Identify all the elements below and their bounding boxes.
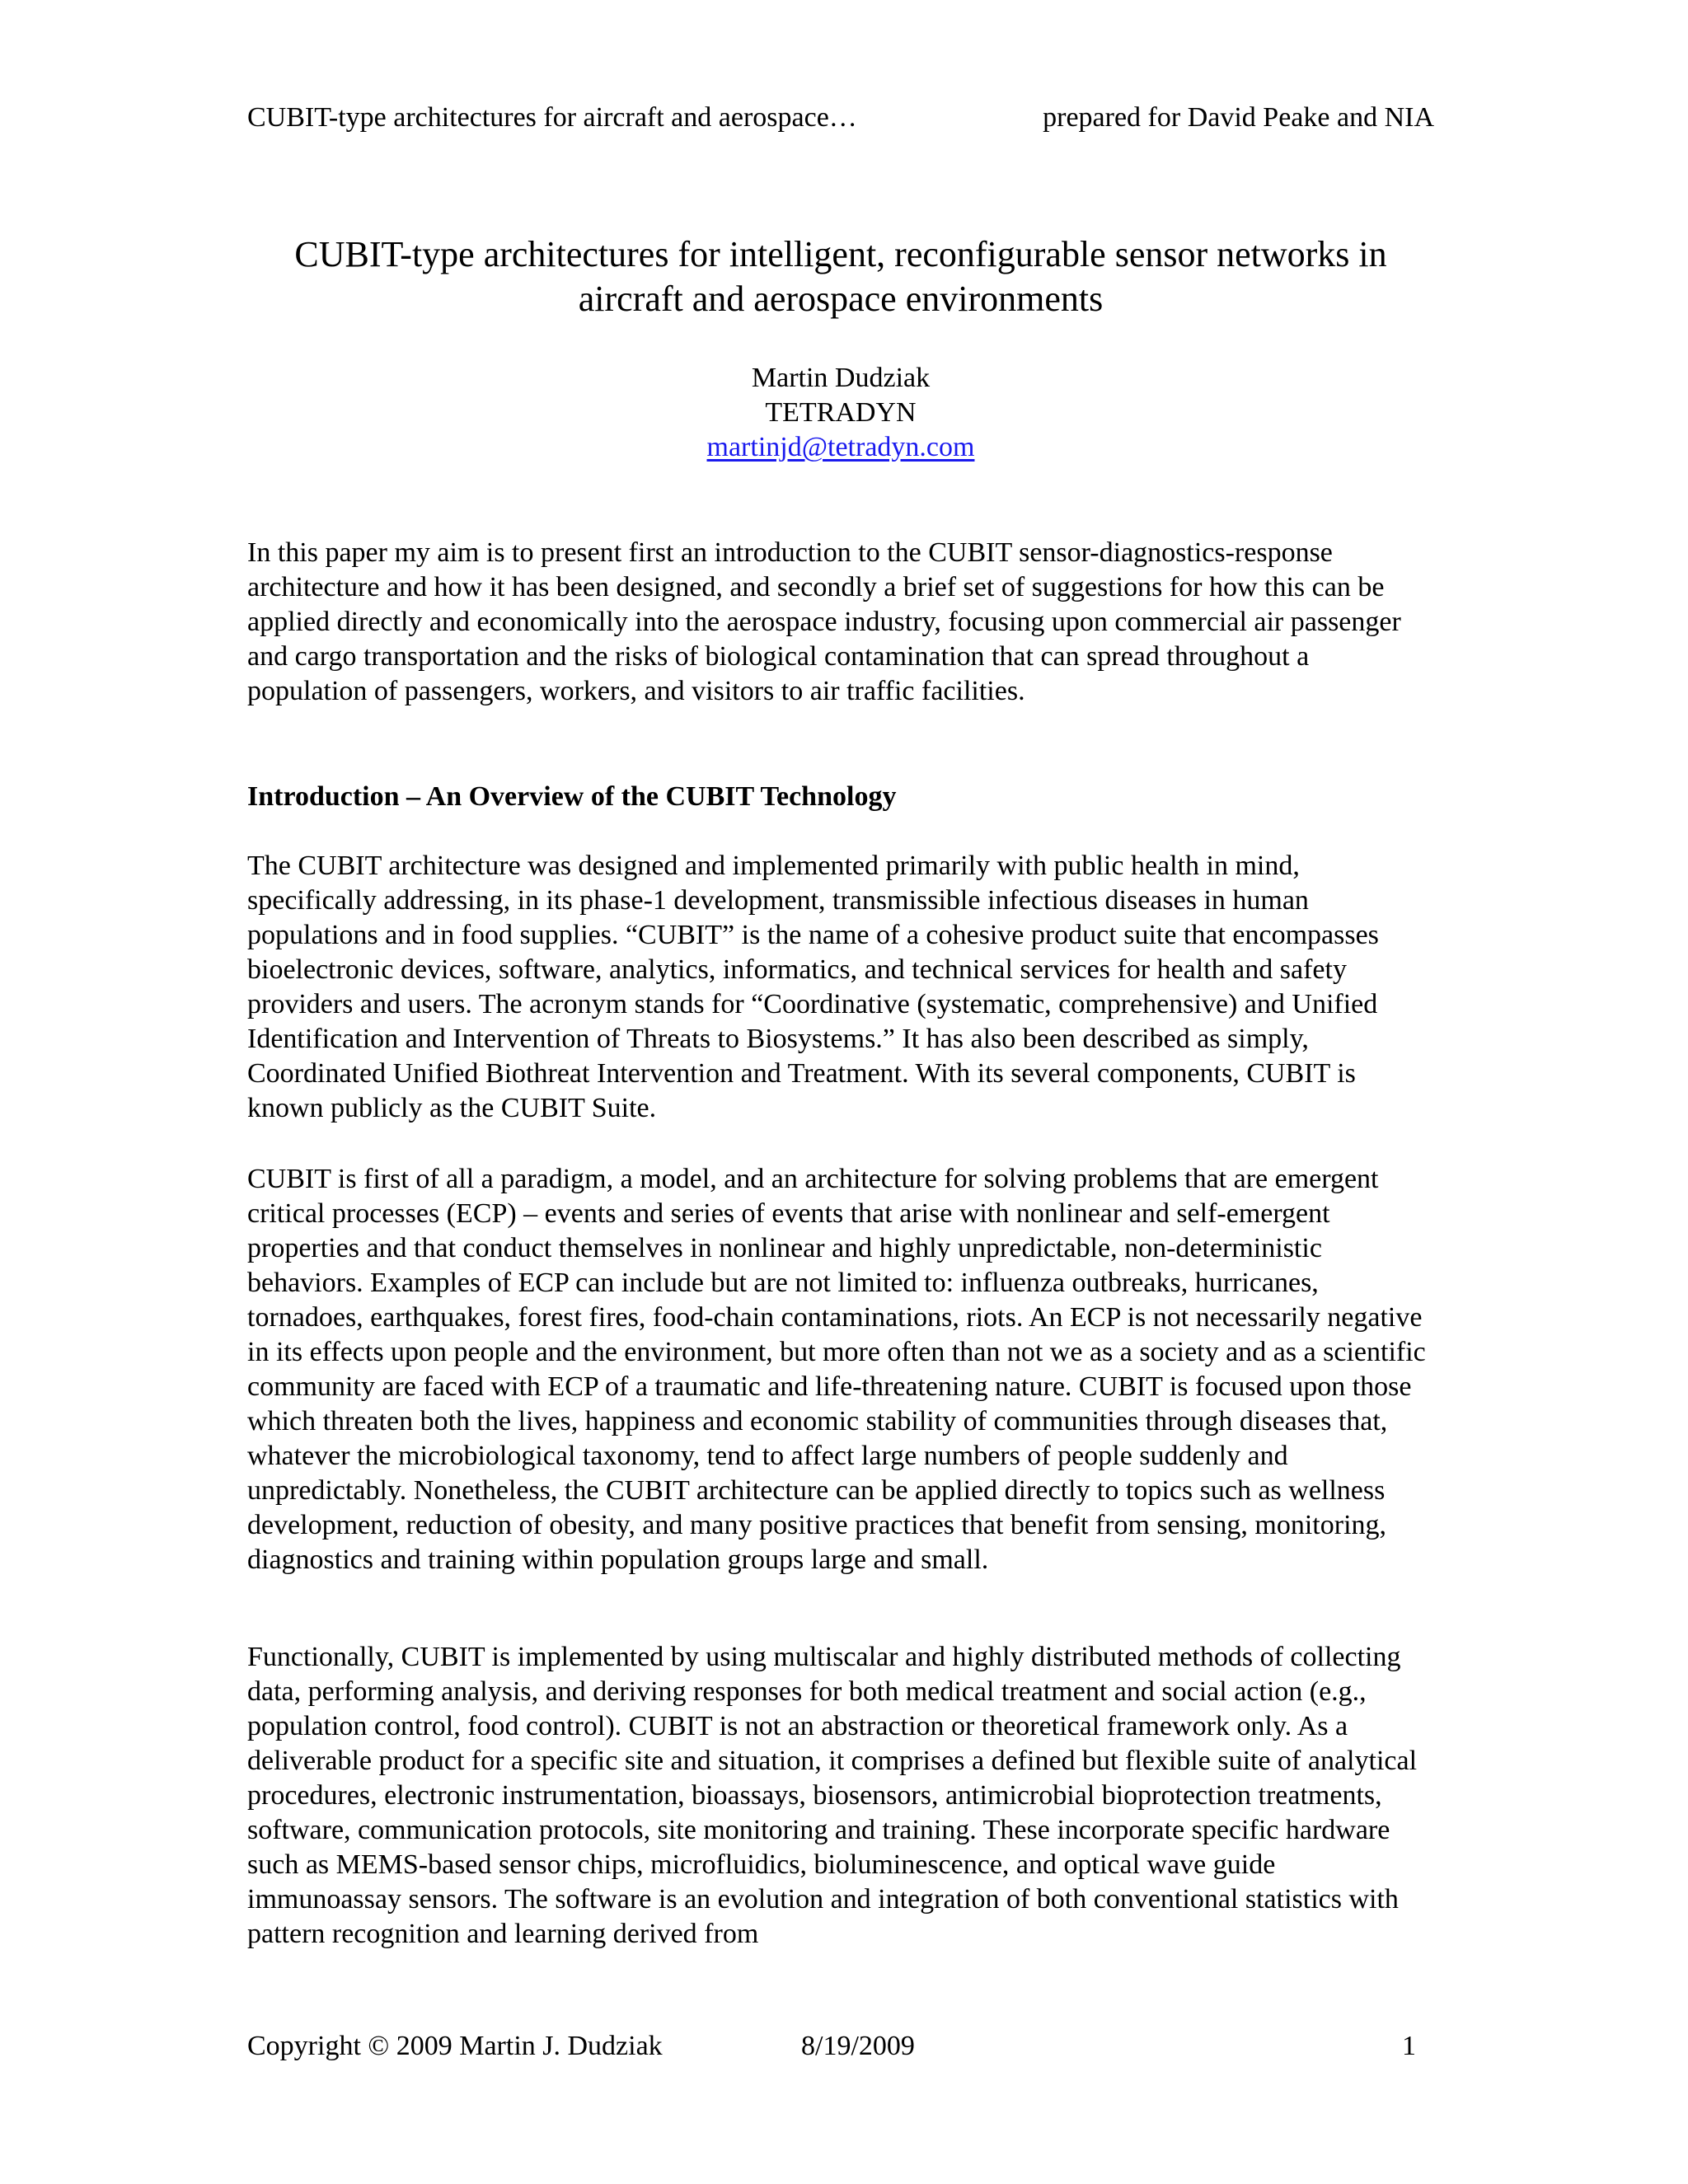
author-name: Martin Dudziak (751, 363, 931, 393)
body-paragraph-1 (247, 849, 1434, 1126)
document-title-line-2: aircraft and aerospace environments (578, 279, 1104, 319)
running-header (247, 97, 1434, 138)
author-organization: TETRADYN (765, 397, 917, 428)
page-number: 1 (1402, 2031, 1416, 2061)
author-email-link[interactable]: martinjd@tetradyn.com (706, 432, 975, 462)
author-block (247, 361, 1434, 465)
abstract-text: In this paper my aim is to present first an introduction to the CUBIT sensor-diagnostics-response architecture and how it has been designed, and secondly a brief set of suggestions for how this can be applied directly and economically into the aerospace industry, focusing upon commercial air passenger and cargo transportation and the risks of biological contamination that can spread throughout a population of passengers, workers, and visitors to air traffic facilities. (247, 537, 1401, 706)
body-paragraph-3 (247, 1640, 1434, 1952)
document-title (247, 232, 1434, 321)
paragraph-text: Functionally, CUBIT is implemented by using multiscalar and highly distributed methods of collecting data, performing analysis, and deriving responses for both medical treatment and social action (e.g., population control, food control). CUBIT is not an abstraction or theoretical framework only. As a deliverable product for a specific site and situation, it comprises a defined but flexible suite of analytical procedures, electronic instrumentation, bioassays, biosensors, antimicrobial bioprotection treatments, software, communication protocols, site monitoring and training. These incorporate specific hardware such as MEMS-based sensor chips, microfluidics, bioluminescence, and optical wave guide immunoassay sensors. The software is an evolution and integration of both conventional statistics with pattern recognition and learning derived from (247, 1642, 1418, 1949)
section-heading: Introduction – An Overview of the CUBIT Technology (247, 781, 897, 812)
abstract-paragraph (247, 536, 1434, 709)
page-footer (247, 2026, 1434, 2067)
document-title-line-1: CUBIT-type architectures for intelligent, reconfigurable sensor networks in (294, 234, 1387, 274)
header-prepared-for: prepared for David Peake and NIA (1043, 102, 1434, 133)
title-block (247, 232, 1434, 321)
body-paragraph-2 (247, 1162, 1434, 1577)
footer-date: 8/19/2009 (801, 2031, 915, 2061)
paragraph-text: CUBIT is first of all a paradigm, a model, and an architecture for solving problems that are emergent critical processes (ECP) – events and series of events that arise with nonlinear and self-emergent properties and that conduct themselves in nonlinear and highly unpredictable, non-deterministic behaviors. Examples of ECP can include but are not limited to: influenza outbreaks, hurricanes, tornadoes, earthquakes, forest fires, food-chain contaminations, riots. An ECP is not necessarily negative in its effects upon people and the environment, but more often than not we as a society and as a scientific community are faced with ECP of a traumatic and life-threatening nature. CUBIT is focused upon those which threaten both the lives, happiness and economic stability of communities through diseases that, whatever the microbiological taxonomy, tend to affect large numbers of people suddenly and unpredictably. Nonetheless, the CUBIT architecture can be applied directly to topics such as wellness development, reduction of obesity, and many positive practices that benefit from sensing, monitoring, diagnostics and training within population groups large and small. (247, 1164, 1426, 1575)
footer-copyright: Copyright © 2009 Martin J. Dudziak (247, 2031, 663, 2061)
paragraph-text: The CUBIT architecture was designed and implemented primarily with public health in mind, specifically addressing, in its phase-1 development, transmissible infectious diseases in human populations and in food supplies. “CUBIT” is the name of a cohesive product suite that encompasses bioelectronic devices, software, analytics, informatics, and technical services for health and safety providers and users. The acronym stands for “Coordinative (systematic, comprehensive) and Unified Identification and Intervention of Threats to Biosystems.” It has also been described as simply, Coordinated Unified Biothreat Intervention and Treatment. With its several components, CUBIT is known publicly as the CUBIT Suite. (247, 851, 1379, 1123)
header-title: CUBIT-type architectures for aircraft and aerospace… (247, 102, 857, 133)
